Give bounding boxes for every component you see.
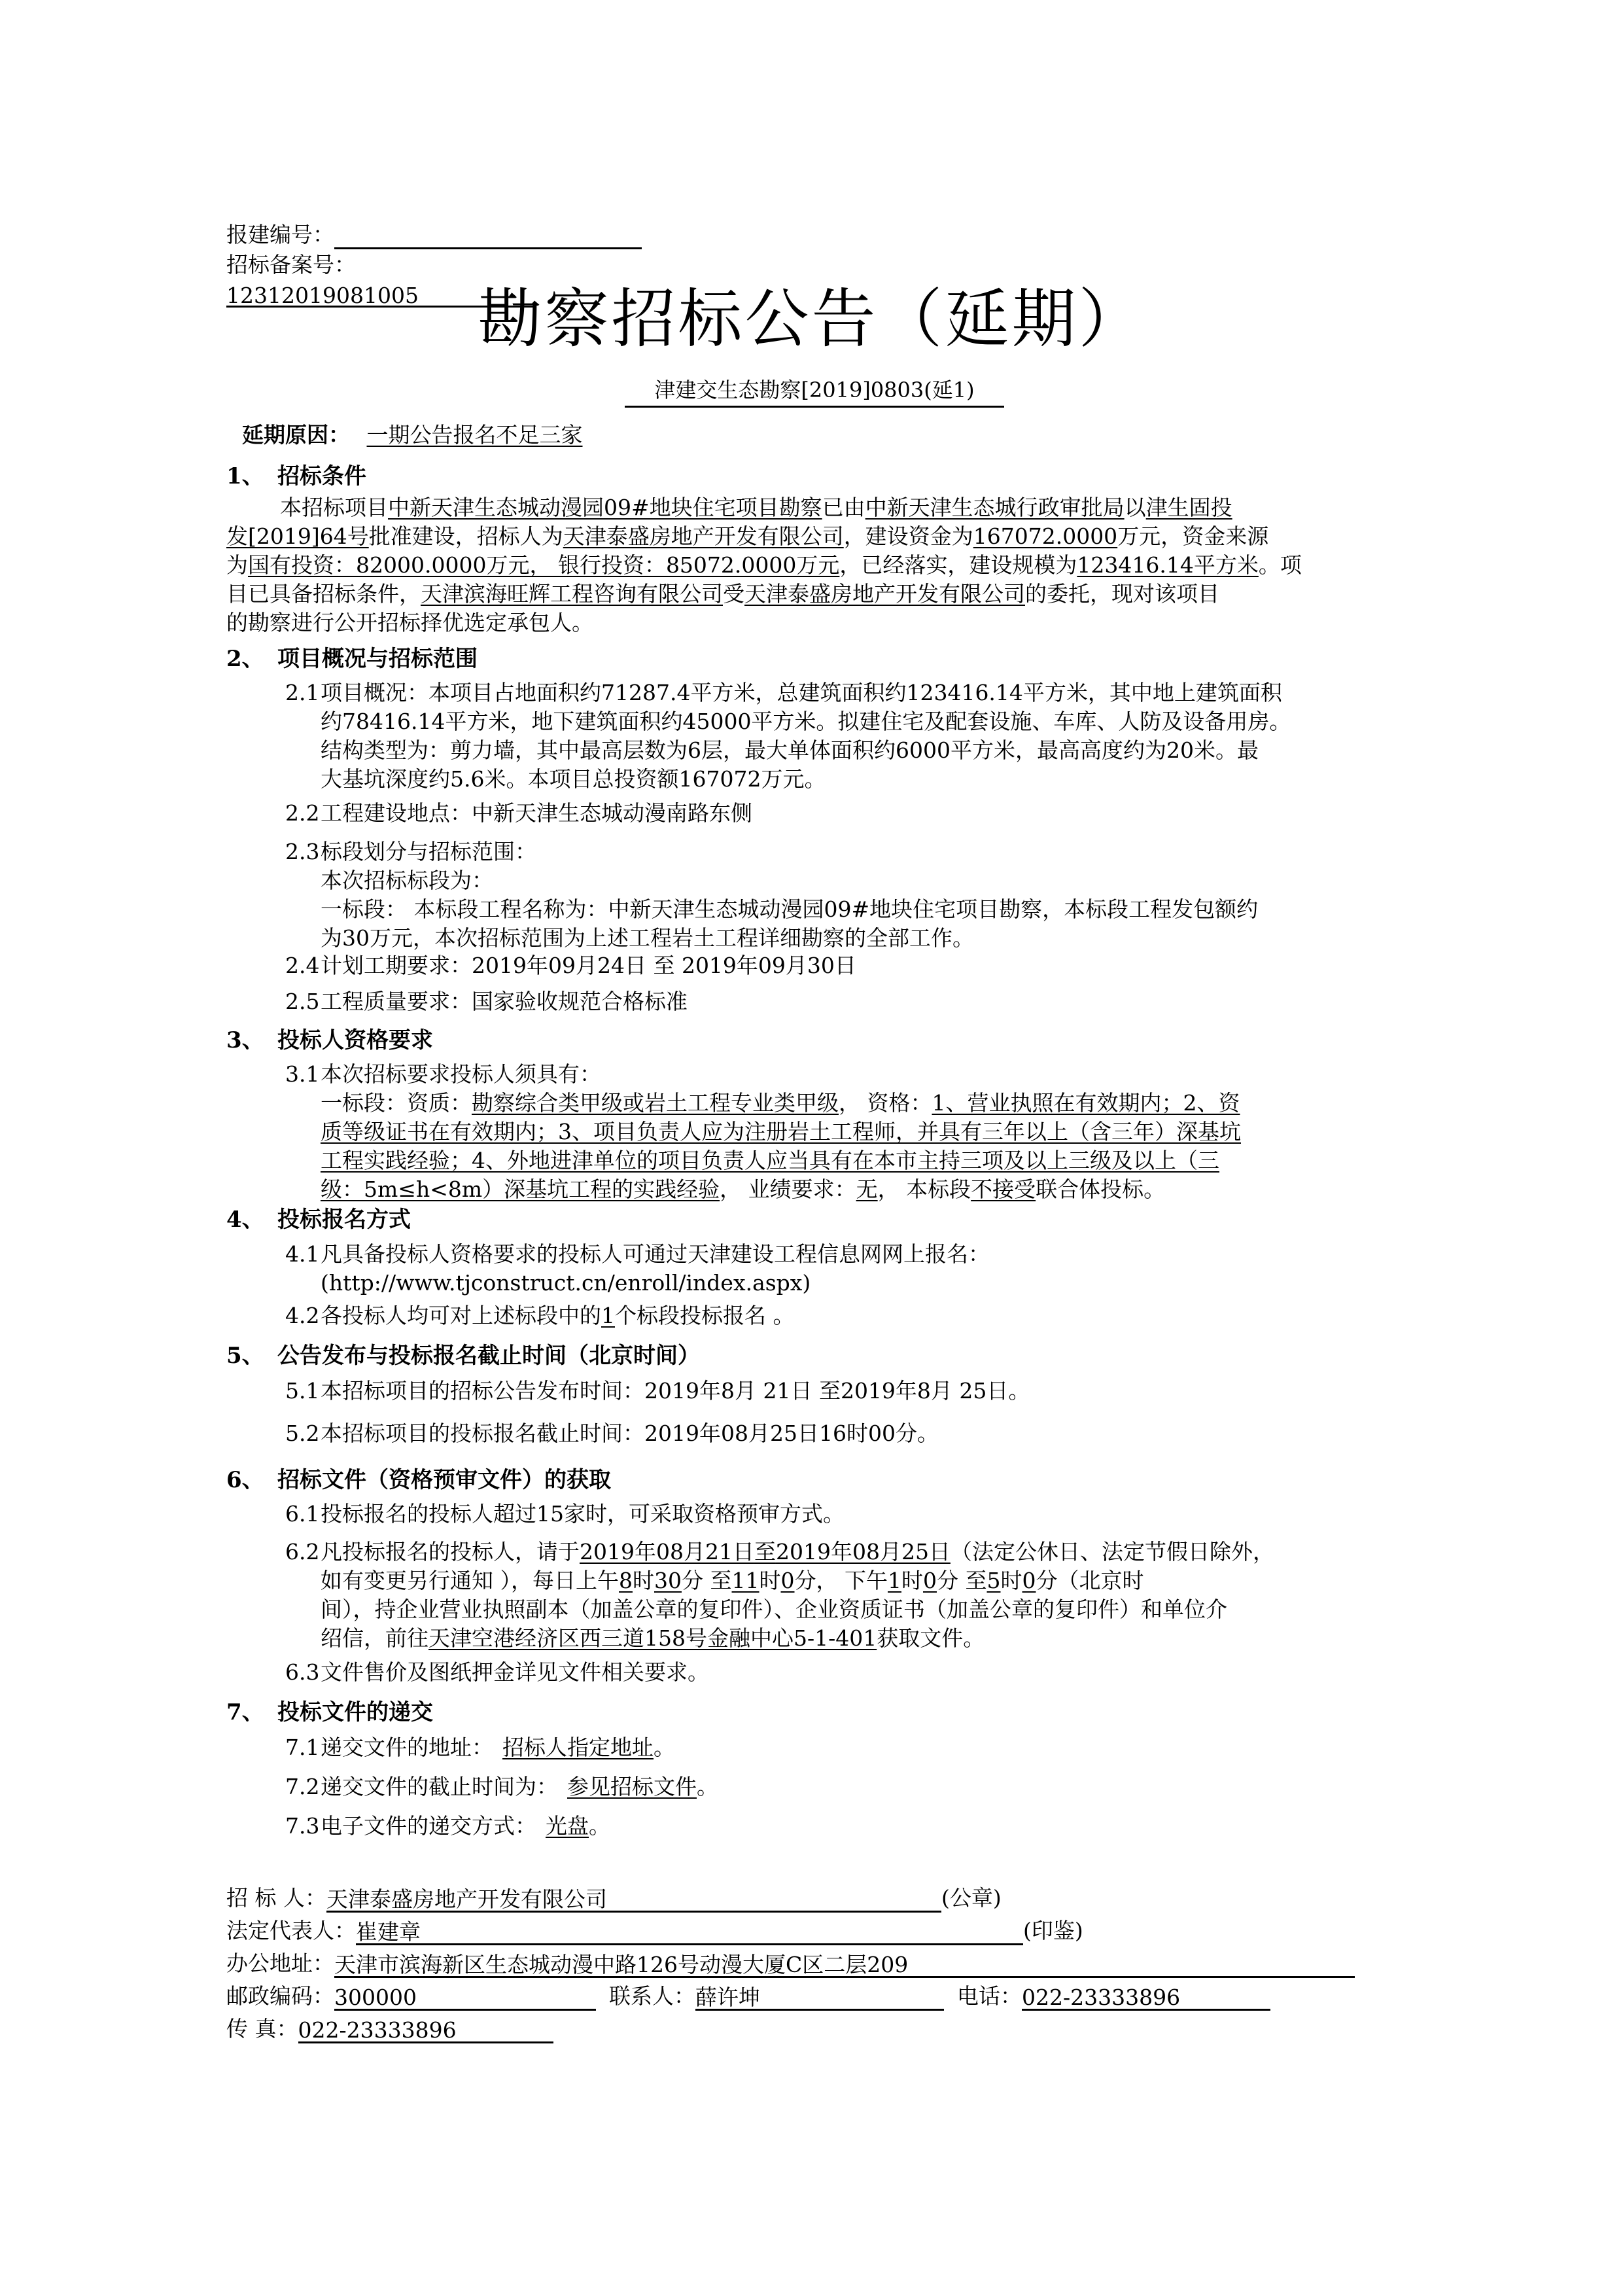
agent: 天津滨海旺辉工程咨询有限公司 <box>421 581 723 607</box>
filing-no-value: 12312019081005 <box>226 282 419 308</box>
item-5-1: 5.1本招标项目的招标公告发布时间：2019年8月 21日 至2019年8月 25日。 <box>285 1378 1030 1404</box>
item-3-1: 3.1本次招标要求投标人须具有： 一标段：资质：勘察综合类甲级或岩土工程专业类甲级， 资格：1、营业执照在有效期内；2、资 质等级证书在有效期内；3、项目负责人应为注册岩土工程师，并具有三年以上（含三年）深基坑 工程实践经验；4、外地进津单位的项目负责人应当具有在本市主持三项及以上三级及以上（三 级：5m≤h<8m）深基坑工程的实践经验， 业绩要求：无， 本标段不接受联合体投标。 <box>285 1061 1241 1202</box>
item-7-2: 7.2递交文件的截止时间为： 参见招标文件。 <box>285 1774 718 1799</box>
item-2-1: 2.1项目概况：本项目占地面积约71287.4平方米，总建筑面积约123416.14平方米，其中地上建筑面积 约78416.14平方米，地下建筑面积约45000平方米。拟建住宅及配套设施、车库、人防及设备用房。 结构类型为：剪力墙，其中最高层数为6层，最大单体面积约6000平方米，最高高度约为20米。最 大基坑深度约5.6米。本项目总投资额167072万元。 <box>285 680 1291 792</box>
footer-fax: 022-23333896 <box>298 2017 457 2043</box>
item-7-1: 7.1递交文件的地址： 招标人指定地址。 <box>285 1735 675 1760</box>
footer-phone: 022-23333896 <box>1022 1984 1181 2010</box>
section-1-paragraph: 本招标项目中新天津生态城动漫园09#地块住宅项目勘察已由中新天津生态城行政审批局以津生固投 发[2019]64号批准建设，招标人为天津泰盛房地产开发有限公司，建设资金为167072.0000万元，资金来源 为国有投资：82000.0000万元， 银行投资：85072.0000万元，已经落实，建设规模为123416.14平方米。项 目已具备招标条件，天津滨海旺辉工程咨询有限公司受天津泰盛房地产开发有限公司的委托，现对该项目 的勘察进行公开招标择优选定承包人。 <box>226 495 1302 635</box>
doc-end-date: 2019年08月25日 <box>775 1539 951 1564</box>
section-6-heading: 6、 招标文件（资格预审文件）的获取 <box>226 1467 611 1493</box>
approver: 中新天津生态城行政审批局 <box>865 495 1125 520</box>
project-name: 中新天津生态城动漫园09#地块住宅项目勘察 <box>388 495 822 520</box>
construction-scale: 123416.14平方米 <box>1077 552 1259 578</box>
sign-mark: (印鉴) <box>1023 1918 1083 1943</box>
report-no-field <box>334 222 642 249</box>
delay-reason: 一期公告报名不足三家 <box>366 422 583 448</box>
page-title: 勘察招标公告（延期） <box>478 282 1145 357</box>
footer-representative: 崔建章 <box>356 1918 421 1945</box>
report-no-row <box>226 221 658 249</box>
tenderer: 天津泰盛房地产开发有限公司 <box>563 523 844 549</box>
enroll-url: (http://www.tjconstruct.cn/enroll/index.aspx) <box>321 1270 811 1296</box>
doc-start-date: 2019年08月21日 <box>580 1539 754 1564</box>
document-number: 津建交生态勘察[2019]0803(延1) <box>625 377 1004 408</box>
item-6-2: 6.2凡投标报名的投标人，请于2019年08月21日至2019年08月25日（法定公休日、法定节假日除外， 如有变更另行通知 ），每日上午8时30分 至11时0分， 下午1时0分 至5时0分（北京时 间），持企业营业执照副本（加盖公章的复印件）、企业资质证书（加盖公章的复印件）和单位介 绍信，前往天津空港经济区西三道158号金融中心5-1-401获取文件。 <box>285 1539 1274 1651</box>
consortium-policy: 不接受 <box>971 1176 1036 1202</box>
section-4-heading: 4、 投标报名方式 <box>226 1207 411 1233</box>
section-5-heading: 5、 公告发布与投标报名截止时间（北京时间） <box>226 1343 700 1369</box>
delay-label: 延期原因： <box>242 422 350 448</box>
approval-number-part-2: 发[2019]64号 <box>226 523 369 549</box>
item-4-2: 4.2各投标人均可对上述标段中的1个标段投标报名 。 <box>285 1303 795 1328</box>
item-5-2: 5.2本招标项目的投标报名截止时间：2019年08月25日16时00分。 <box>285 1421 939 1446</box>
section-7-heading: 7、 投标文件的递交 <box>226 1699 433 1725</box>
item-2-3: 2.3标段划分与招标范围： 本次招标标段为： 一标段： 本标段工程名称为：中新天津生态城动漫园09#地块住宅项目勘察，本标段工程发包额约 为30万元，本次招标范围为上述工程岩土工程详细勘察的全部工作。 <box>285 839 1259 951</box>
item-2-5: 2.5工程质量要求：国家验收规范合格标准 <box>285 989 688 1014</box>
footer-representative-row: 法定代表人：崔建章 (印鉴) <box>226 1918 1083 1945</box>
seal-mark: (公章) <box>941 1885 1002 1911</box>
filing-no-label: 招标备案号： <box>226 252 356 277</box>
footer-address: 天津市滨海新区生态城动漫中路126号动漫大厦C区二层209 <box>334 1951 909 1977</box>
section-3-heading: 3、 投标人资格要求 <box>226 1027 433 1053</box>
footer-contact: 薛许坤 <box>695 1984 760 2010</box>
item-6-1: 6.1投标报名的投标人超过15家时，可采取资格预审方式。 <box>285 1501 845 1527</box>
delay-reason-row <box>242 421 1413 450</box>
footer-tenderer-row: 招 标 人：天津泰盛房地产开发有限公司 (公章) <box>226 1885 1002 1912</box>
fund-source: 国有投资：82000.0000万元， 银行投资：85072.0000万元 <box>248 552 840 578</box>
item-6-3: 6.3文件售价及图纸押金详见文件相关要求。 <box>285 1659 709 1685</box>
doc-pickup-address: 天津空港经济区西三道158号金融中心5-1-401 <box>428 1625 877 1651</box>
footer-address-row: 办公地址：天津市滨海新区生态城动漫中路126号动漫大厦C区二层209 <box>226 1950 1355 1978</box>
approval-number-part-1: 津生固投 <box>1145 495 1232 520</box>
qualification: 勘察综合类甲级或岩土工程专业类甲级 <box>472 1090 839 1116</box>
section-2-heading: 2、 项目概况与招标范围 <box>226 646 478 672</box>
item-2-4: 2.4计划工期要求：2019年09月24日 至 2019年09月30日 <box>285 953 856 978</box>
footer-fax-row: 传 真：022-23333896 <box>226 2015 553 2043</box>
section-1-heading: 1、 招标条件 <box>226 463 366 489</box>
item-7-3: 7.3电子文件的递交方式： 光盘。 <box>285 1813 610 1839</box>
performance-requirement: 无 <box>856 1176 878 1202</box>
item-4-1: 4.1凡具备投标人资格要求的投标人可通过天津建设工程信息网网上报名： (http://www.tjconstruct.cn/enroll/index.aspx) <box>285 1241 990 1296</box>
footer-zip: 300000 <box>334 1984 417 2010</box>
footer-tenderer: 天津泰盛房地产开发有限公司 <box>326 1886 607 1912</box>
footer-contact-row: 邮政编码：300000 联系人：薛许坤 电话：022-23333896 <box>226 1983 1270 2011</box>
item-2-2: 2.2工程建设地点：中新天津生态城动漫南路东侧 <box>285 800 752 826</box>
report-no-label: 报建编号： <box>226 222 334 247</box>
principal: 天津泰盛房地产开发有限公司 <box>744 581 1025 607</box>
construction-fund: 167072.0000 <box>973 523 1118 549</box>
